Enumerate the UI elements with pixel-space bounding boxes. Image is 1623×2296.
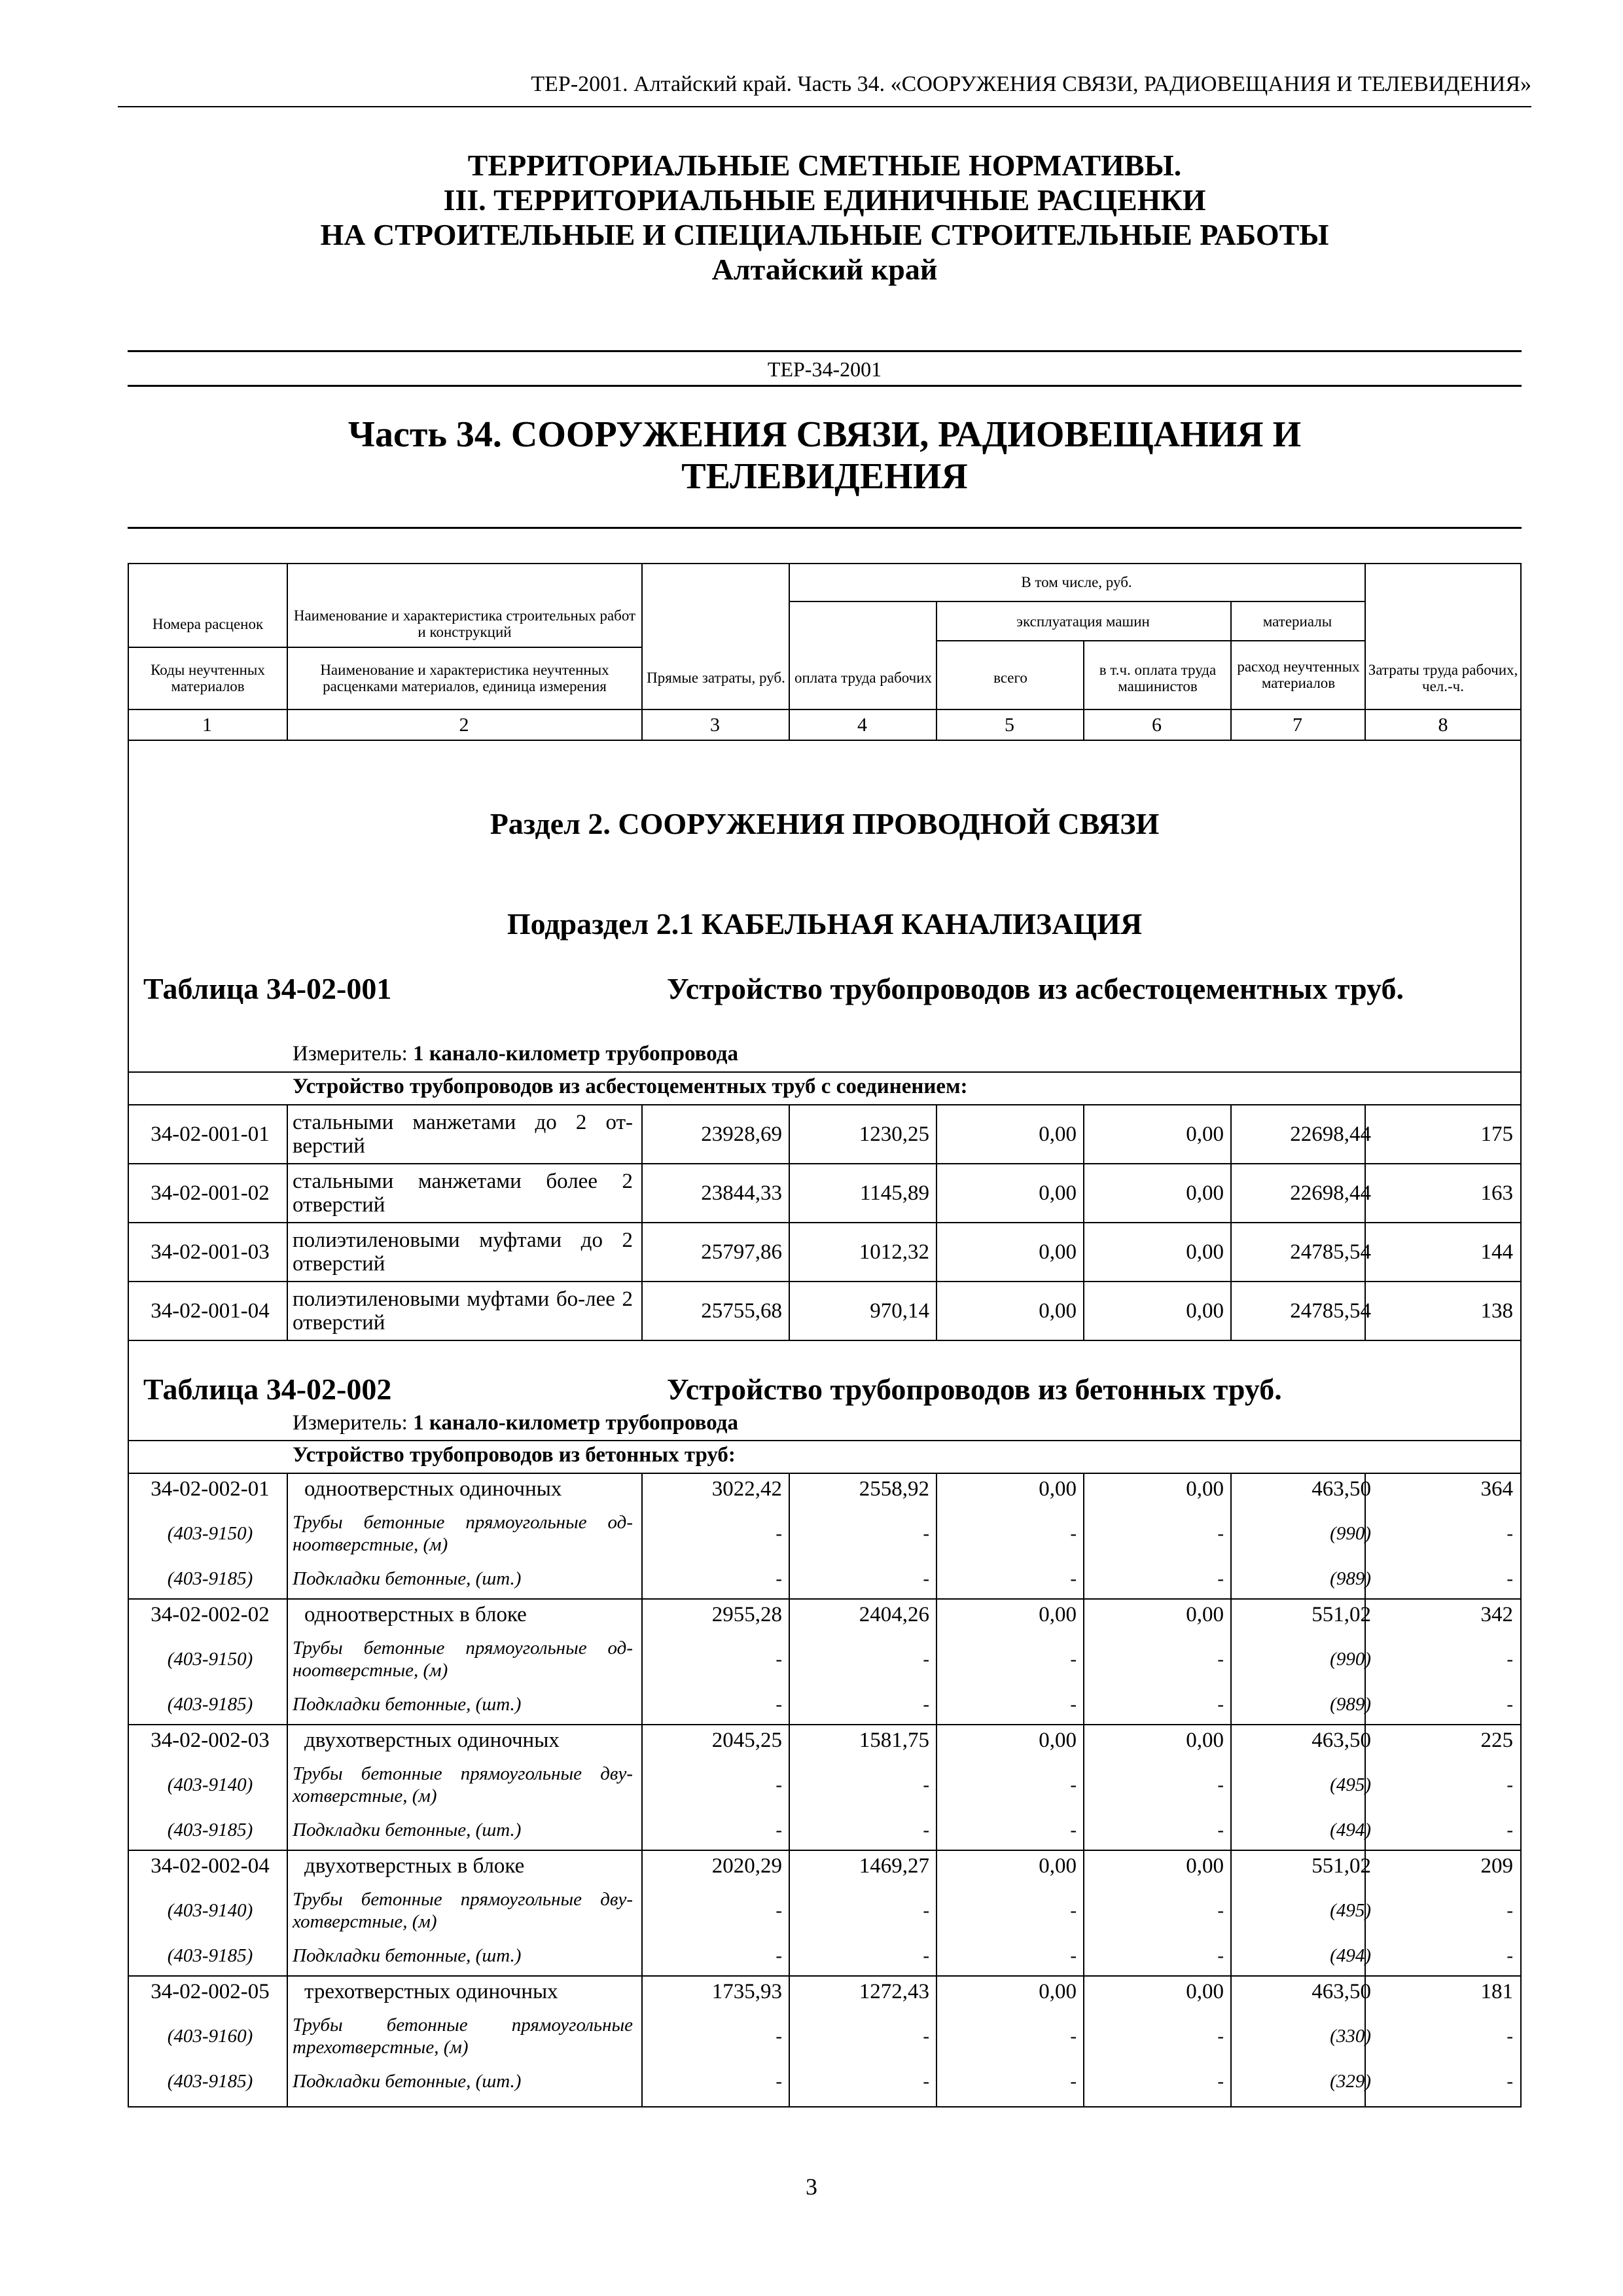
material-row bbox=[129, 1940, 1520, 1971]
row-wage: 2558,92 bbox=[859, 1477, 929, 1501]
row-direct-cost: - bbox=[776, 1819, 782, 1840]
column-line bbox=[641, 1104, 643, 1341]
row-direct-cost: - bbox=[776, 1568, 782, 1589]
meter-label: Измеритель: bbox=[293, 1411, 408, 1435]
row-wage: 1469,27 bbox=[859, 1854, 929, 1878]
row-machinist-wage: - bbox=[1217, 1568, 1224, 1589]
row-labor: 364 bbox=[1480, 1477, 1513, 1501]
table-1-heading bbox=[143, 974, 1505, 1039]
column-line bbox=[1230, 1473, 1232, 2106]
row-wage: - bbox=[923, 1522, 929, 1544]
column-line bbox=[287, 1473, 288, 2106]
row-machinist-wage: 0,00 bbox=[1186, 1181, 1224, 1205]
title-line-2: III. ТЕРРИТОРИАЛЬНЫЕ ЕДИНИЧНЫЕ РАСЦЕНКИ bbox=[443, 183, 1206, 217]
title-line-3: НА СТРОИТЕЛЬНЫЕ И СПЕЦИАЛЬНЫЕ СТРОИТЕЛЬНЫЕ РАБОТЫ bbox=[320, 218, 1329, 251]
material-name: Подкладки бетонные, (шт.) bbox=[293, 1945, 522, 1966]
section-title: Раздел 2. СООРУЖЕНИЯ ПРОВОДНОЙ СВЯЗИ bbox=[490, 807, 1160, 840]
header-col8: Затраты труда рабочих, чел.-ч. bbox=[1368, 661, 1518, 694]
header-number-7: 7 bbox=[1293, 713, 1302, 736]
row-machines: 0,00 bbox=[1039, 1181, 1077, 1205]
row-wage: 970,14 bbox=[870, 1299, 929, 1323]
row-code: 34-02-002-02 bbox=[151, 1602, 270, 1626]
row-direct-cost: 3022,42 bbox=[711, 1477, 782, 1501]
title-line-1: ТЕРРИТОРИАЛЬНЫЕ СМЕТНЫЕ НОРМАТИВЫ. bbox=[467, 149, 1182, 182]
header-number-3: 3 bbox=[710, 713, 720, 736]
header-number-1: 1 bbox=[202, 713, 212, 736]
row-machinist-wage: 0,00 bbox=[1186, 1299, 1224, 1323]
material-row bbox=[129, 1755, 1520, 1814]
column-line bbox=[287, 1104, 288, 1341]
row-materials: (494) bbox=[1330, 1819, 1371, 1840]
table-row bbox=[129, 1600, 1520, 1630]
row-machines: 0,00 bbox=[1039, 1728, 1077, 1752]
header-col6: в т.ч. оплата труда машинистов bbox=[1099, 661, 1217, 694]
row-machinist-wage: 0,00 bbox=[1186, 1728, 1224, 1752]
row-materials: (990) bbox=[1330, 1522, 1371, 1544]
header-number-6: 6 bbox=[1152, 713, 1162, 736]
meter-value: 1 канало-километр трубопровода bbox=[413, 1411, 738, 1435]
part-title bbox=[128, 414, 1522, 497]
row-direct-cost: 25797,86 bbox=[701, 1240, 782, 1264]
row-labor: 138 bbox=[1480, 1299, 1513, 1323]
table-2-meter bbox=[293, 1411, 738, 1435]
row-labor: 163 bbox=[1480, 1181, 1513, 1205]
row-materials: 24785,54 bbox=[1290, 1299, 1371, 1323]
header-col2-bottom: Наименование и характеристика неучтенных расценками материалов, единица измерения bbox=[320, 661, 609, 694]
row-wage: 1230,25 bbox=[859, 1122, 929, 1146]
table-2-name: Устройство трубопроводов из бетонных труб. bbox=[667, 1372, 1282, 1406]
row-code: 34-02-002-01 bbox=[151, 1477, 270, 1501]
header-machines: эксплуатация машин bbox=[1016, 613, 1150, 630]
row-labor: - bbox=[1507, 1819, 1513, 1840]
table-row bbox=[129, 1282, 1520, 1340]
table-2-code: Таблица 34-02-002 bbox=[143, 1372, 392, 1406]
row-labor: 342 bbox=[1480, 1602, 1513, 1626]
row-machines: - bbox=[1070, 2070, 1077, 2092]
row-machines: - bbox=[1070, 1568, 1077, 1589]
row-labor: 175 bbox=[1480, 1122, 1513, 1146]
subsection-title: Подраздел 2.1 КАБЕЛЬНАЯ КАНАЛИЗАЦИЯ bbox=[507, 907, 1143, 941]
row-machinist-wage: 0,00 bbox=[1186, 1240, 1224, 1264]
row-direct-cost: - bbox=[776, 2070, 782, 2092]
row-wage: 2404,26 bbox=[859, 1602, 929, 1626]
column-line bbox=[789, 1473, 790, 2106]
material-row bbox=[129, 2007, 1520, 2066]
row-machinist-wage: 0,00 bbox=[1186, 1477, 1224, 1501]
header-col1-top: Номера расценок bbox=[152, 615, 264, 632]
row-machinist-wage: 0,00 bbox=[1186, 1979, 1224, 2003]
row-name: двухотверстных в блоке bbox=[304, 1854, 525, 1878]
row-wage: 1272,43 bbox=[859, 1979, 929, 2003]
row-materials: 551,02 bbox=[1311, 1854, 1371, 1878]
row-machinist-wage: - bbox=[1217, 1522, 1224, 1544]
row-machinist-wage: - bbox=[1217, 1774, 1224, 1795]
column-line bbox=[1230, 1104, 1232, 1341]
row-materials: 551,02 bbox=[1311, 1602, 1371, 1626]
header-col3: Прямые затраты, руб. bbox=[647, 670, 785, 686]
row-direct-cost: 2020,29 bbox=[711, 1854, 782, 1878]
row-machinist-wage: - bbox=[1217, 2070, 1224, 2092]
material-name: Трубы бетонные прямоугольные трехотверстные, (м) bbox=[293, 2015, 633, 2058]
row-name: полиэтиленовыми муфтами до 2 отверстий bbox=[293, 1229, 633, 1276]
row-materials: 463,50 bbox=[1311, 1477, 1371, 1501]
row-materials: (495) bbox=[1330, 1899, 1371, 1921]
header-number-2: 2 bbox=[459, 713, 469, 736]
row-machines: 0,00 bbox=[1039, 1122, 1077, 1146]
row-machines: 0,00 bbox=[1039, 1979, 1077, 2003]
table-row bbox=[129, 1223, 1520, 1281]
row-materials: (989) bbox=[1330, 1568, 1371, 1589]
row-labor: - bbox=[1507, 2070, 1513, 2092]
material-code: (403-9160) bbox=[167, 2025, 253, 2047]
table-1-code: Таблица 34-02-001 bbox=[143, 972, 392, 1005]
row-wage: - bbox=[923, 2025, 929, 2047]
header-col7: расход неучтенных материалов bbox=[1237, 658, 1360, 691]
code-rule-bottom bbox=[128, 385, 1522, 387]
row-machines: - bbox=[1070, 1522, 1077, 1544]
meter-label: Измеритель: bbox=[293, 1042, 408, 1066]
material-code: (403-9150) bbox=[167, 1522, 253, 1544]
row-direct-cost: - bbox=[776, 2025, 782, 2047]
row-code: 34-02-002-05 bbox=[151, 1979, 270, 2003]
row-direct-cost: 23928,69 bbox=[701, 1122, 782, 1146]
material-name: Подкладки бетонные, (шт.) bbox=[293, 1819, 522, 1840]
row-machines: - bbox=[1070, 1899, 1077, 1921]
row-wage: - bbox=[923, 1899, 929, 1921]
material-code: (403-9185) bbox=[167, 1568, 253, 1589]
row-labor: - bbox=[1507, 1522, 1513, 1544]
row-direct-cost: - bbox=[776, 1899, 782, 1921]
row-direct-cost: 25755,68 bbox=[701, 1299, 782, 1323]
row-machines: - bbox=[1070, 1819, 1077, 1840]
material-code: (403-9140) bbox=[167, 1899, 253, 1921]
material-name: Трубы бетонные прямоугольные дву-хотверстные, (м) bbox=[293, 1763, 633, 1806]
material-row bbox=[129, 1814, 1520, 1846]
part-title-line-1: Часть 34. СООРУЖЕНИЯ СВЯЗИ, РАДИОВЕЩАНИЯ И bbox=[348, 414, 1302, 455]
table-1-name: Устройство трубопроводов из асбестоцементных труб. bbox=[667, 972, 1404, 1005]
row-machines: - bbox=[1070, 1693, 1077, 1715]
header-col1-bottom: Коды неучтенных материалов bbox=[151, 661, 265, 694]
column-line bbox=[789, 1104, 790, 1341]
title-line-4: Алтайский край bbox=[711, 253, 938, 286]
row-code: 34-02-002-04 bbox=[151, 1854, 270, 1878]
row-code: 34-02-002-03 bbox=[151, 1728, 270, 1752]
row-wage: 1012,32 bbox=[859, 1240, 929, 1264]
header-col4: оплата труда рабочих bbox=[794, 670, 933, 686]
row-labor: - bbox=[1507, 2025, 1513, 2047]
row-wage: - bbox=[923, 1568, 929, 1589]
material-row bbox=[129, 1563, 1520, 1594]
row-labor: 181 bbox=[1480, 1979, 1513, 2003]
table-row bbox=[129, 1474, 1520, 1504]
table-2-heading bbox=[143, 1374, 1505, 1407]
row-wage: - bbox=[923, 1819, 929, 1840]
row-code: 34-02-001-01 bbox=[151, 1122, 270, 1146]
material-name: Трубы бетонные прямоугольные од-ноотверстные, (м) bbox=[293, 1512, 633, 1555]
header-materials: материалы bbox=[1262, 613, 1332, 630]
row-direct-cost: 1735,93 bbox=[711, 1979, 782, 2003]
column-line bbox=[936, 1104, 937, 1341]
running-header: ТЕР-2001. Алтайский край. Часть 34. «СООРУЖЕНИЯ СВЯЗИ, РАДИОВЕЩАНИЯ И ТЕЛЕВИДЕНИЯ» bbox=[531, 72, 1531, 96]
row-machines: 0,00 bbox=[1039, 1299, 1077, 1323]
row-code: 34-02-001-03 bbox=[151, 1240, 270, 1264]
header-col5: всего bbox=[993, 670, 1027, 686]
document-title bbox=[118, 148, 1531, 287]
row-materials: (989) bbox=[1330, 1693, 1371, 1715]
row-wage: - bbox=[923, 1693, 929, 1715]
material-row bbox=[129, 1689, 1520, 1720]
row-labor: - bbox=[1507, 1774, 1513, 1795]
row-machinist-wage: - bbox=[1217, 1899, 1224, 1921]
material-code: (403-9185) bbox=[167, 1693, 253, 1715]
header-rule bbox=[118, 106, 1531, 107]
row-machines: 0,00 bbox=[1039, 1602, 1077, 1626]
row-materials: 22698,44 bbox=[1290, 1122, 1371, 1146]
row-materials: 463,50 bbox=[1311, 1728, 1371, 1752]
row-machinist-wage: 0,00 bbox=[1186, 1602, 1224, 1626]
row-machinist-wage: - bbox=[1217, 1945, 1224, 1966]
material-row bbox=[129, 1630, 1520, 1689]
row-direct-cost: 23844,33 bbox=[701, 1181, 782, 1205]
row-labor: 209 bbox=[1480, 1854, 1513, 1878]
header-incl: В том числе, руб. bbox=[1021, 573, 1132, 590]
table-row bbox=[129, 1977, 1520, 2007]
table-body bbox=[128, 741, 1522, 2108]
row-materials: (990) bbox=[1330, 1648, 1371, 1670]
row-code: 34-02-001-04 bbox=[151, 1299, 270, 1323]
row-labor: - bbox=[1507, 1899, 1513, 1921]
row-wage: 1581,75 bbox=[859, 1728, 929, 1752]
table-1-meter bbox=[293, 1042, 738, 1066]
row-materials: (494) bbox=[1330, 1945, 1371, 1966]
part-title-line-2: ТЕЛЕВИДЕНИЯ bbox=[681, 456, 968, 497]
row-direct-cost: - bbox=[776, 1693, 782, 1715]
row-name: одноотверстных одиночных bbox=[304, 1477, 562, 1501]
material-code: (403-9185) bbox=[167, 1819, 253, 1840]
row-labor: 144 bbox=[1480, 1240, 1513, 1264]
row-materials: (329) bbox=[1330, 2070, 1371, 2092]
table-2-group: Устройство трубопроводов из бетонных труб: bbox=[293, 1443, 736, 1467]
row-machinist-wage: - bbox=[1217, 1819, 1224, 1840]
row-direct-cost: 2955,28 bbox=[711, 1602, 782, 1626]
row-direct-cost: - bbox=[776, 1945, 782, 1966]
header-number-8: 8 bbox=[1438, 713, 1448, 736]
row-wage: - bbox=[923, 2070, 929, 2092]
row-machinist-wage: 0,00 bbox=[1186, 1854, 1224, 1878]
row-materials: 24785,54 bbox=[1290, 1240, 1371, 1264]
row-machines: 0,00 bbox=[1039, 1240, 1077, 1264]
row-machines: - bbox=[1070, 1648, 1077, 1670]
page-number: 3 bbox=[806, 2174, 817, 2200]
row-direct-cost: - bbox=[776, 1522, 782, 1544]
column-line bbox=[1364, 1104, 1366, 1341]
row-wage: - bbox=[923, 1648, 929, 1670]
material-name: Подкладки бетонные, (шт.) bbox=[293, 1568, 522, 1589]
header-number-4: 4 bbox=[857, 713, 867, 736]
row-machinist-wage: 0,00 bbox=[1186, 1122, 1224, 1146]
row-name: стальными манжетами до 2 от-верстий bbox=[293, 1111, 633, 1158]
row-labor: - bbox=[1507, 1648, 1513, 1670]
table-1-group: Устройство трубопроводов из асбестоцементных труб с соединением: bbox=[293, 1075, 968, 1098]
part-rule bbox=[128, 527, 1522, 529]
material-row bbox=[129, 1504, 1520, 1563]
table-row bbox=[129, 1164, 1520, 1222]
row-rule bbox=[129, 1440, 1520, 1441]
row-name: полиэтиленовыми муфтами бо-лее 2 отверстий bbox=[293, 1287, 633, 1335]
column-line bbox=[1083, 1473, 1084, 2106]
material-code: (403-9140) bbox=[167, 1774, 253, 1795]
column-line bbox=[936, 1473, 937, 2106]
row-rule bbox=[129, 1071, 1520, 1073]
material-row bbox=[129, 2066, 1520, 2097]
row-machines: - bbox=[1070, 2025, 1077, 2047]
column-line bbox=[1083, 1104, 1084, 1341]
material-row bbox=[129, 1881, 1520, 1940]
material-name: Трубы бетонные прямоугольные од-ноотверстные, (м) bbox=[293, 1638, 633, 1681]
table-row bbox=[129, 1851, 1520, 1881]
material-code: (403-9150) bbox=[167, 1648, 253, 1670]
row-direct-cost: 2045,25 bbox=[711, 1728, 782, 1752]
material-name: Трубы бетонные прямоугольные дву-хотверстные, (м) bbox=[293, 1889, 633, 1932]
row-name: двухотверстных одиночных bbox=[304, 1728, 560, 1752]
row-labor: - bbox=[1507, 1568, 1513, 1589]
row-direct-cost: - bbox=[776, 1774, 782, 1795]
row-machines: - bbox=[1070, 1945, 1077, 1966]
material-code: (403-9185) bbox=[167, 1945, 253, 1966]
material-name: Подкладки бетонные, (шт.) bbox=[293, 2070, 522, 2092]
row-name: стальными манжетами более 2 отверстий bbox=[293, 1170, 633, 1217]
header-col2-top: Наименование и характеристика строительных работ и конструкций bbox=[293, 607, 636, 640]
row-materials: 22698,44 bbox=[1290, 1181, 1371, 1205]
row-materials: (495) bbox=[1330, 1774, 1371, 1795]
row-materials: (330) bbox=[1330, 2025, 1371, 2047]
row-wage: 1145,89 bbox=[859, 1181, 929, 1205]
meter-value: 1 канало-километр трубопровода bbox=[413, 1042, 738, 1066]
column-line bbox=[641, 1473, 643, 2106]
row-labor: 225 bbox=[1480, 1728, 1513, 1752]
row-labor: - bbox=[1507, 1693, 1513, 1715]
row-wage: - bbox=[923, 1945, 929, 1966]
code-rule-top bbox=[128, 350, 1522, 352]
table-header bbox=[128, 563, 1522, 741]
row-rule bbox=[129, 1340, 1520, 1341]
column-line bbox=[1364, 1473, 1366, 2106]
material-name: Подкладки бетонные, (шт.) bbox=[293, 1693, 522, 1715]
table-row bbox=[129, 1725, 1520, 1755]
row-machines: - bbox=[1070, 1774, 1077, 1795]
header-number-5: 5 bbox=[1005, 713, 1014, 736]
row-machines: 0,00 bbox=[1039, 1854, 1077, 1878]
row-code: 34-02-001-02 bbox=[151, 1181, 270, 1205]
document-code: ТЕР-34-2001 bbox=[767, 357, 882, 381]
row-machinist-wage: - bbox=[1217, 2025, 1224, 2047]
row-machinist-wage: - bbox=[1217, 1648, 1224, 1670]
row-labor: - bbox=[1507, 1945, 1513, 1966]
row-name: трехотверстных одиночных bbox=[304, 1979, 558, 2003]
material-code: (403-9185) bbox=[167, 2070, 253, 2092]
row-name: одноотверстных в блоке bbox=[304, 1602, 527, 1626]
table-row bbox=[129, 1105, 1520, 1163]
row-machinist-wage: - bbox=[1217, 1693, 1224, 1715]
row-wage: - bbox=[923, 1774, 929, 1795]
row-direct-cost: - bbox=[776, 1648, 782, 1670]
row-materials: 463,50 bbox=[1311, 1979, 1371, 2003]
row-machines: 0,00 bbox=[1039, 1477, 1077, 1501]
